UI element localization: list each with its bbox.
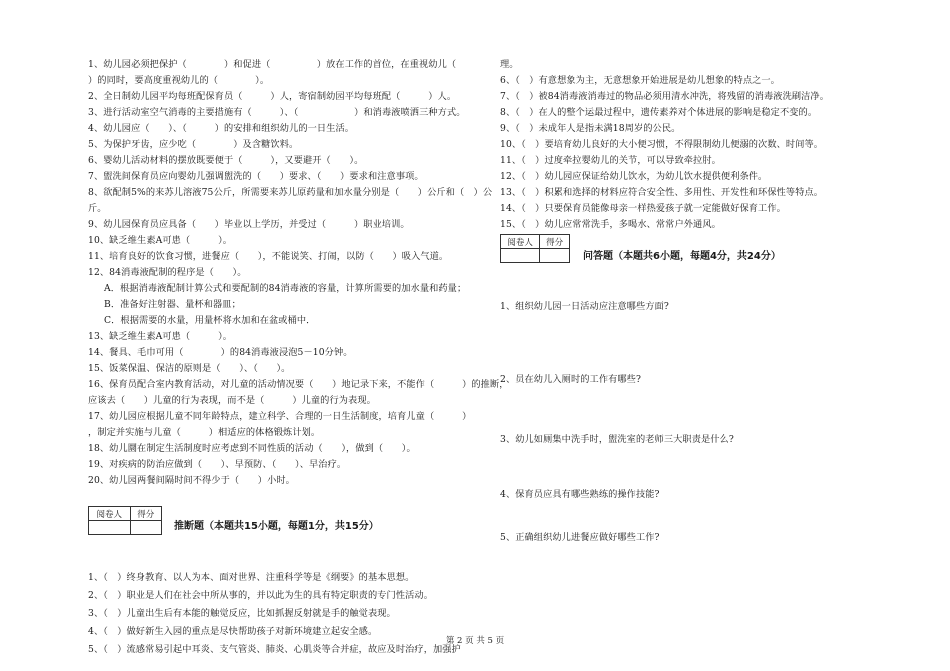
judge-item: 8、（ ）在人的整个运最过程中，遗传素养对个体进展的影响是稳定不变的。 <box>500 107 818 118</box>
qa-section-title: 问答题（本题共6小题，每题4分，共24分） <box>583 251 781 262</box>
fill-blank-line: 6、婴幼儿活动材料的摆放既要便于（ ），又要避开（ ）。 <box>88 155 364 166</box>
fill-blank-line: 17、幼儿园应根据儿童不同年龄特点，建立科学、合理的一日生活制度，培育儿童（ ） <box>88 411 472 422</box>
fill-blank-line: 斤。 <box>88 203 107 214</box>
fill-blank-line: 15、饭菜保温、保洁的原则是（ ）、（ ）。 <box>88 363 291 374</box>
judge-item: 3、（ ）儿童出生后有本能的触觉反应，比如抓握反射就是手的触觉表现。 <box>88 608 396 619</box>
judge-item: 6、（ ）有意想象为主，无意想象开始进展是幼儿想象的特点之一。 <box>500 75 780 86</box>
fill-blank-line: 10、缺乏维生素A可患（ ）。 <box>88 235 233 246</box>
judge-item: 7、（ ）被84消毒液消毒过的物品必须用清水冲洗，将残留的消毒液洗刷洁净。 <box>500 91 830 102</box>
score-label: 得分 <box>540 235 570 249</box>
score-box <box>88 506 162 535</box>
fill-blank-line: ，制定并实施与儿童（ ）相适应的体格锻炼计划。 <box>88 427 321 438</box>
fill-blank-line: 8、欲配制5%的来苏儿溶液75公斤，所需要来苏儿原药量和加水量分别是（ ）公斤和（ ）公 <box>88 187 493 198</box>
fill-blank-line: 19、对疾病的防治应做到（ ）、早预防、（ ）、早治疗。 <box>88 459 347 470</box>
judge-section-title: 推断题（本题共15小题，每题1分，共15分） <box>174 521 379 532</box>
qa-question: 5、正确组织幼儿进餐应做好哪些工作? <box>500 532 660 543</box>
fill-blank-line: ）的同时，要高度重视幼儿的（ ）。 <box>88 75 270 86</box>
fill-blank-line: 3、进行活动室空气消毒的主要措施有（ ）、（ ）和消毒液喷洒三种方式。 <box>88 107 466 118</box>
score-label: 得分 <box>130 507 161 521</box>
fill-blank-line: 13、缺乏维生素A可患（ ）。 <box>88 331 233 342</box>
fill-blank-line: 16、保育员配合室内教育活动，对儿童的活动情况要（ ）地记录下来，不能作（ ）的推断， <box>88 379 509 390</box>
grader-cell <box>501 249 540 263</box>
qa-question: 4、保育员应具有哪些熟练的操作技能? <box>500 489 660 500</box>
fill-blank-line: 7、盥洗间保育员应向婴幼儿强调盥洗的（ ）要求、（ ）要求和注意事项。 <box>88 171 424 182</box>
qa-question: 1、组织幼儿园一日活动应注意哪些方面? <box>500 301 669 312</box>
fill-blank-line: 2、全日制幼儿园平均每班配保育员（ ）人，寄宿制幼园平均每班配（ ）人。 <box>88 91 457 102</box>
score-box <box>500 234 570 263</box>
judge-item: 13、（ ）积累和选择的材料应符合安全性、多用性、开发性和环保性等特点。 <box>500 187 824 198</box>
fill-blank-line: 1、幼儿园必须把保护（ ）和促进（ ）放在工作的首位，在重视幼儿（ <box>88 59 457 70</box>
grader-cell <box>89 521 131 535</box>
judge-item: 12、（ ）幼儿园应保证给幼儿饮水，为幼儿饮水提供便利条件。 <box>500 171 768 182</box>
fill-blank-line: 20、幼儿园两餐间隔时间不得少于（ ）小时。 <box>88 475 295 486</box>
fill-blank-line: 18、幼儿圜在制定生活制度时应考虑到不同性质的活动（ ），做到（ ）。 <box>88 443 416 454</box>
fill-blank-line: 11、培育良好的饮食习惯，进餐应（ ），不能说笑、打闹，以防（ ）吸入气道。 <box>88 251 449 262</box>
judge-item: 10、（ ）要培育幼儿良好的大小便习惯，不得限制幼儿便溺的次数、时间等。 <box>500 139 824 150</box>
judge-item: 5、（ ）流感常易引起中耳炎、支气管炎、肺炎、心肌炎等合并症，故应及时治疗，加强护 <box>88 644 461 655</box>
page-number: 第 2 页 共 5 页 <box>445 636 505 646</box>
fill-blank-line: 14、餐具、毛巾可用（ ）的84消毒液浸泡5－10分钟。 <box>88 347 353 358</box>
score-cell <box>540 249 570 263</box>
qa-question: 2、员在幼儿入厕时的工作有哪些? <box>500 374 641 385</box>
grader-label: 阅卷人 <box>501 235 540 249</box>
fill-blank-line: 4、幼儿园应（ ）、（ ）的安排和组织幼儿的一日生活。 <box>88 123 355 134</box>
qa-question: 3、幼儿如厕集中洗手时，盥洗室的老师三大职责是什么? <box>500 434 734 445</box>
fill-blank-line: 应该去（ ）儿童的行为表现，而不是（ ）儿童的行为表现。 <box>88 395 376 406</box>
judge-item: 2、（ ）职业是人们在社会中所从事的，并以此为生的具有特定职责的专门性活动。 <box>88 590 433 601</box>
option-line: A．根据消毒液配制计算公式和要配制的84消毒液的容量，计算所需要的加水量和药量； <box>104 283 467 294</box>
grader-label: 阅卷人 <box>89 507 131 521</box>
option-line: B．准备好注射器、量杯和器皿； <box>104 299 241 310</box>
fill-blank-line: 9、幼儿园保育员应具备（ ）毕业以上学历，并受过（ ）职业培训。 <box>88 219 410 230</box>
judge-item: 15、（ ）幼儿应常常洗手，多喝水、常常户外通风。 <box>500 219 721 230</box>
judge-item: 4、（ ）做好新生入园的重点是尽快帮助孩子对新环境建立起安全感。 <box>88 626 378 637</box>
fill-blank-line: 5、为保护牙齿，应少吃（ ）及含糖饮料。 <box>88 139 299 150</box>
score-cell <box>130 521 161 535</box>
option-line: C．根据需要的水量，用量杯将水加和在盆或桶中． <box>104 315 316 326</box>
judge-item: 11、（ ）过度牵拉婴幼儿的关节，可以导致牵拉肘。 <box>500 155 721 166</box>
judge-item: 14、（ ）只要保育员能像母亲一样热爱孩子就一定能做好保育工作。 <box>500 203 786 214</box>
judge-item: 理。 <box>500 59 519 70</box>
judge-item: 9、（ ）未成年人是指未满18周岁的公民。 <box>500 123 681 134</box>
judge-item: 1、（ ）终身教育、以人为本、面对世界、注重科学等是《纲要》的基本思想。 <box>88 572 415 583</box>
fill-blank-line: 12、84消毒液配制的程序是（ ）。 <box>88 267 247 278</box>
